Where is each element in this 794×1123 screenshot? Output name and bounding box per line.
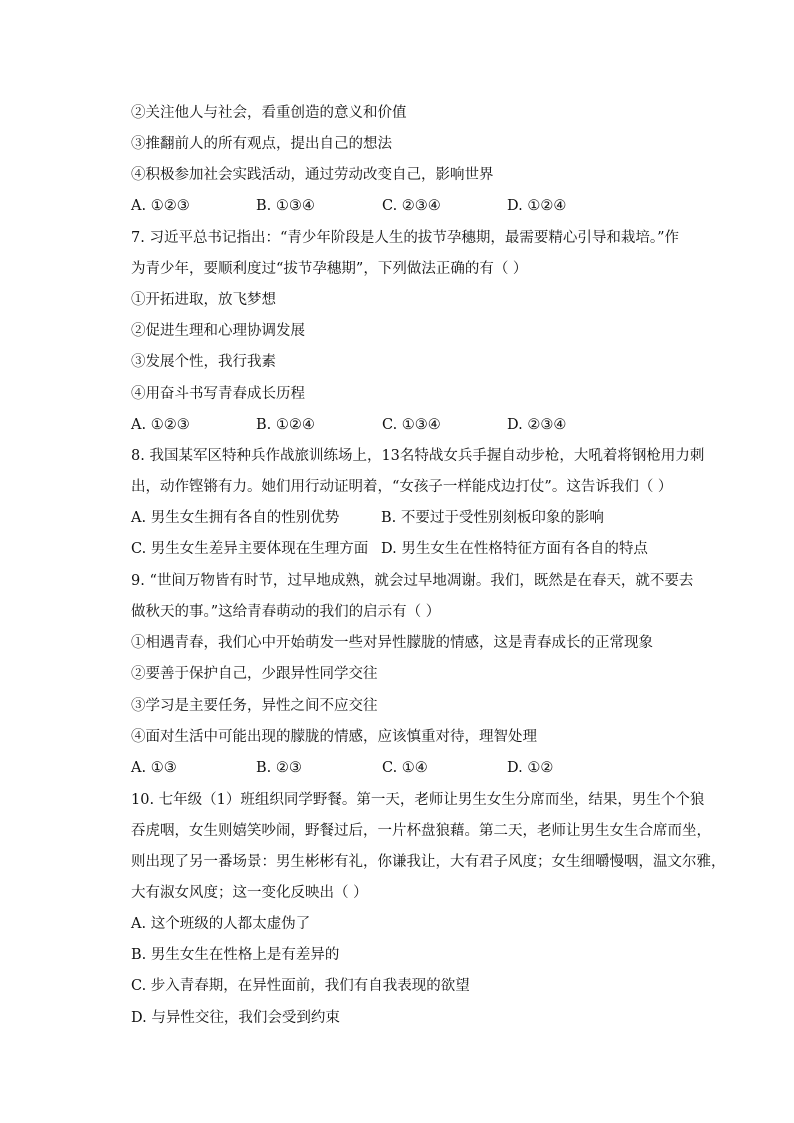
q10-stem-line-4: 大有淑女风度；这一变化反映出（ ） [131, 885, 368, 901]
q7-option-a: A. ①②③ [131, 417, 190, 433]
q7-stem-line-1: 7. 习近平总书记指出：“青少年阶段是人生的拔节孕穗期，最需要精心引导和栽培。”作 [131, 230, 680, 246]
q7-option-b: B. ①②④ [256, 417, 315, 433]
q7-stem-line-2: 为青少年，要顺利度过“拔节孕穗期”，下列做法正确的有（ ） [131, 261, 528, 277]
q9-option-b: B. ②③ [256, 760, 302, 776]
q6-option-c: C. ②③④ [382, 198, 441, 214]
q9-item-2: ②要善于保护自己，少跟异性同学交往 [131, 666, 378, 682]
q9-option-d: D. ①② [507, 760, 554, 776]
q7-item-4: ④用奋斗书写青春成长历程 [131, 386, 305, 402]
q9-option-a: A. ①③ [131, 760, 177, 776]
q9-item-1: ①相遇青春，我们心中开始萌发一些对异性朦胧的情感，这是青春成长的正常现象 [131, 635, 653, 651]
q6-option-d: D. ①②④ [507, 198, 567, 214]
q8-stem-line-1: 8. 我国某军区特种兵作战旅训练场上，13名特战女兵手握自动步枪，大吼着将钢枪用力刺 [131, 448, 705, 464]
q10-stem-line-2: 吞虎咽，女生则嬉笑吵闹，野餐过后，一片杯盘狼藉。第二天，老师让男生女生合席而坐， [131, 823, 711, 839]
q6-item-4: ④积极参加社会实践活动，通过劳动改变自己，影响世界 [131, 167, 494, 183]
q8-option-c: C. 男生女生差异主要体现在生理方面 [131, 541, 369, 557]
q6-option-b: B. ①③④ [256, 198, 315, 214]
q7-item-1: ①开拓进取，放飞梦想 [131, 292, 276, 308]
q10-option-a: A. 这个班级的人都太虚伪了 [131, 916, 311, 932]
q9-stem-line-2: 做秋天的事。”这给青春萌动的我们的启示有（ ） [131, 604, 441, 620]
q10-option-d: D. 与异性交往，我们会受到约束 [131, 1010, 340, 1026]
q10-stem-line-1: 10. 七年级（1）班组织同学野餐。第一天，老师让男生女生分席而坐，结果，男生个个狼 [131, 792, 705, 808]
q9-option-c: C. ①④ [382, 760, 428, 776]
q7-option-d: D. ②③④ [507, 417, 567, 433]
q8-stem-line-2: 出，动作铿锵有力。她们用行动证明着，“女孩子一样能戍边打仗”。这告诉我们（ ） [131, 479, 673, 495]
q7-item-3: ③发展个性，我行我素 [131, 354, 276, 370]
q7-option-c: C. ①③④ [382, 417, 441, 433]
q8-option-a: A. 男生女生拥有各自的性别优势 [131, 510, 340, 526]
q9-item-3: ③学习是主要任务，异性之间不应交往 [131, 698, 378, 714]
q9-stem-line-1: 9. “世间万物皆有时节，过早地成熟，就会过早地凋谢。我们，既然是在春天，就不要去 [131, 573, 694, 589]
q9-item-4: ④面对生活中可能出现的朦胧的情感，应该慎重对待，理智处理 [131, 729, 537, 745]
q8-option-b: B. 不要过于受性别刻板印象的影响 [381, 510, 604, 526]
q10-option-b: B. 男生女生在性格上是有差异的 [131, 947, 340, 963]
q10-option-c: C. 步入青春期，在异性面前，我们有自我表现的欲望 [131, 978, 470, 994]
q6-item-3: ③推翻前人的所有观点，提出自己的想法 [131, 136, 392, 152]
q8-option-d: D. 男生女生在性格特征方面有各自的特点 [381, 541, 648, 557]
q6-option-a: A. ①②③ [131, 198, 190, 214]
q10-stem-line-3: 则出现了另一番场景：男生彬彬有礼，你谦我让，大有君子风度；女生细嚼慢咽，温文尔雅， [131, 854, 726, 870]
q6-item-2: ②关注他人与社会，看重创造的意义和价值 [131, 105, 407, 121]
q7-item-2: ②促进生理和心理协调发展 [131, 323, 305, 339]
